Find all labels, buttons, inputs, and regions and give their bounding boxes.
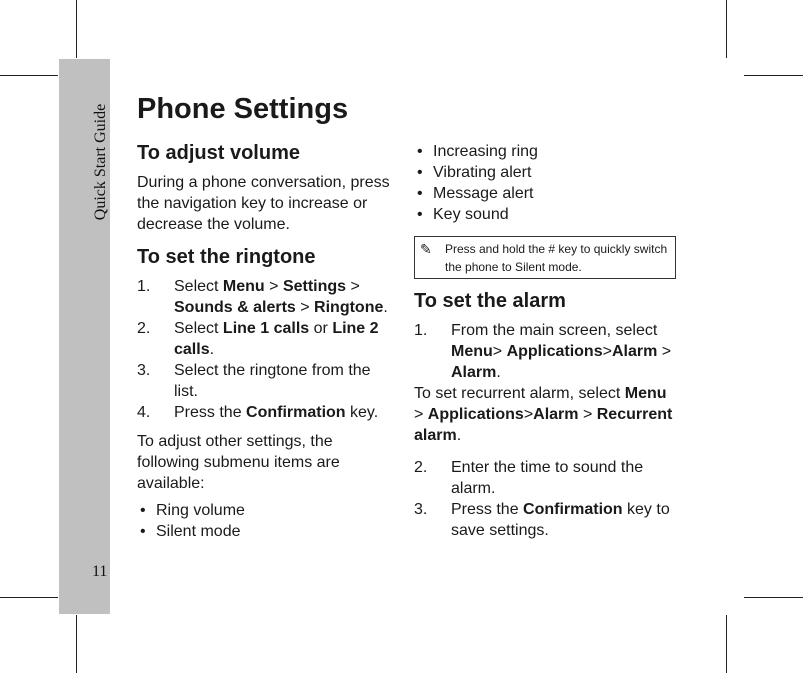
alarm-heading: To set the alarm [414,290,566,312]
right-column [414,141,676,541]
list-item: • Message alert [414,183,676,204]
left-column [137,141,392,542]
other-settings-intro: To adjust other settings, the following submenu items are available: [137,433,340,492]
alarm-steps-continued [414,457,676,541]
crop-mark [726,615,727,673]
volume-body: During a phone conversation, press the navigation key to increase or decrease the volume. [137,174,390,233]
crop-mark [0,75,58,76]
crop-mark [744,597,803,598]
submenu-list [137,500,392,542]
alarm-steps [414,320,676,383]
list-item: 3. Press the Confirmation key to save settings. [414,501,670,539]
crop-mark [76,0,77,58]
crop-mark [0,597,58,598]
recurrent-alarm-text: To set recurrent alarm, select Menu > Applications>Alarm > Recurrent alarm. [414,385,673,444]
submenu-list-continued [414,141,676,225]
list-item: 4. Press the Confirmation key. [137,404,379,421]
list-item: • Silent mode [137,521,392,542]
list-item: 3. Select the ringtone from the list. [137,362,371,400]
page-number: 11 [92,563,108,580]
list-item: 1. From the main screen, select Menu> Applications>Alarm > Alarm. [414,322,672,381]
note-text: Press and hold the # key to quickly switch the phone to Silent mode. [445,242,668,274]
guide-label: Quick Start Guide [92,103,109,221]
list-item: • Increasing ring [414,141,676,162]
list-item: 2. Select Line 1 calls or Line 2 calls. [137,320,379,358]
page-title: Phone Settings [137,93,349,125]
volume-heading: To adjust volume [137,142,300,164]
crop-mark [726,0,727,58]
list-item: 1. Select Menu > Settings > Sounds & alerts > Ringtone. [137,278,388,316]
ringtone-heading: To set the ringtone [137,246,316,268]
list-item: • Ring volume [137,500,392,521]
list-item: 2. Enter the time to sound the alarm. [414,459,644,497]
pen-icon: ✎ [420,241,432,257]
note-box [414,236,676,279]
crop-mark [744,75,803,76]
ringtone-steps [137,276,392,423]
list-item: • Vibrating alert [414,162,676,183]
crop-mark [76,615,77,673]
list-item: • Key sound [414,204,676,225]
